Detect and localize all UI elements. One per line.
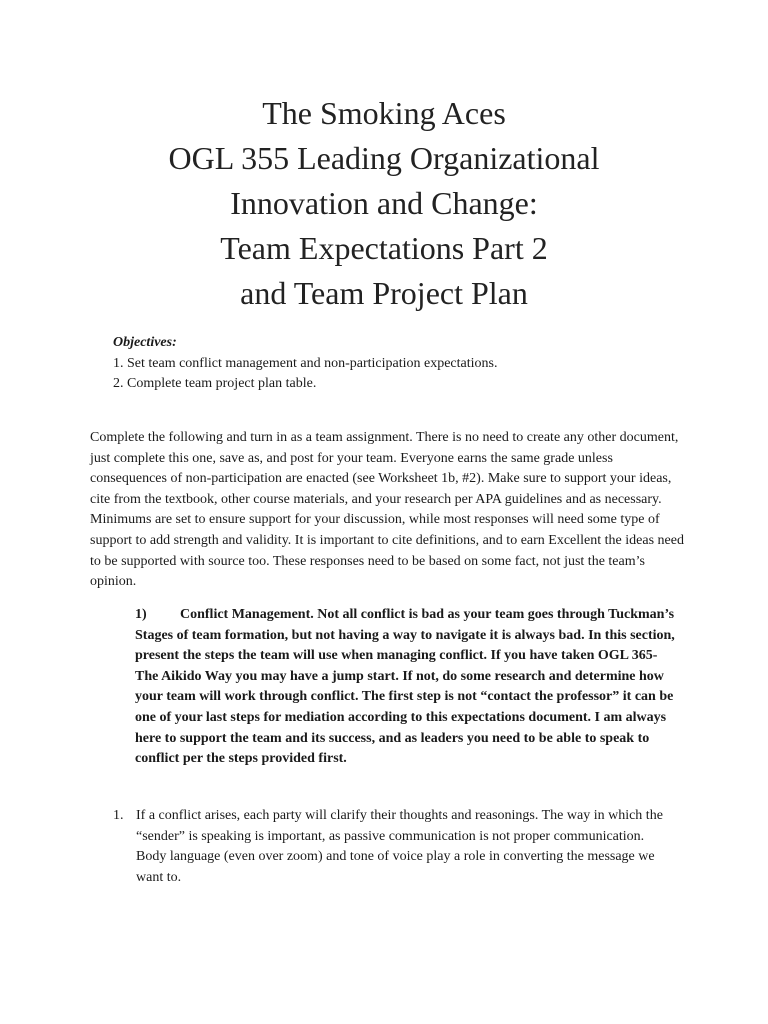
- question-conflict-management: [135, 605, 680, 770]
- answer-number: 1.: [113, 808, 124, 823]
- objectives-heading: Objectives:: [113, 335, 177, 350]
- intro-paragraph: Complete the following and turn in as a team assignment. There is no need to create any other document, just complete this one, save as, and post for your team. Everyone earns the same grade unless consequences of non-participation are enacted (see Worksheet 1b, #2). Make sure to support your ideas, cite from the textbook, other course materials, and your research per APA guidelines and as necessary. Minimums are set to ensure support for your discussion, while most responses will need some type of support to add strength and validity. It is important to cite definitions, and to earn Excellent the ideas need to be supported with source too. These responses need to be based on some fact, not just the team’s opinion.: [90, 430, 684, 590]
- title-line-team-name: The Smoking Aces: [262, 95, 506, 131]
- objective-item: 2. Complete team project plan table.: [113, 376, 317, 391]
- objective-item: 1. Set team conflict management and non-participation expectations.: [113, 355, 498, 371]
- question-text: Conflict Management. Not all conflict is bad as your team goes through Tuckman’s Stages of team formation, but not having a way to navigate it is always bad. In this section, present the steps the team will use when managing conflict. If you have taken OGL 365-The Aikido Way you may have a jump start. If not, do some research and determine how your team will work through conflict. The first step is not “contact the professor” it can be one of your last steps for mediation according to this expectations document. I am always here to support the team and its success, and as leaders you need to be able to speak to conflict per the steps provided first.: [135, 607, 675, 767]
- title-line-assignment-cont: and Team Project Plan: [240, 275, 528, 311]
- question-number: 1): [135, 607, 147, 622]
- objectives-section: [113, 333, 713, 395]
- document-title: [0, 91, 768, 316]
- title-line-assignment: Team Expectations Part 2: [220, 230, 548, 266]
- title-line-course: OGL 355 Leading Organizational: [168, 140, 600, 176]
- title-line-course-cont: Innovation and Change:: [230, 185, 538, 221]
- answer-item: [113, 806, 673, 888]
- answer-text: If a conflict arises, each party will clarify their thoughts and reasonings. The way in which the “sender” is speaking is important, as passive communication is not proper communication. Body language (even over zoom) and tone of voice play a role in converting the message we want to.: [136, 808, 663, 885]
